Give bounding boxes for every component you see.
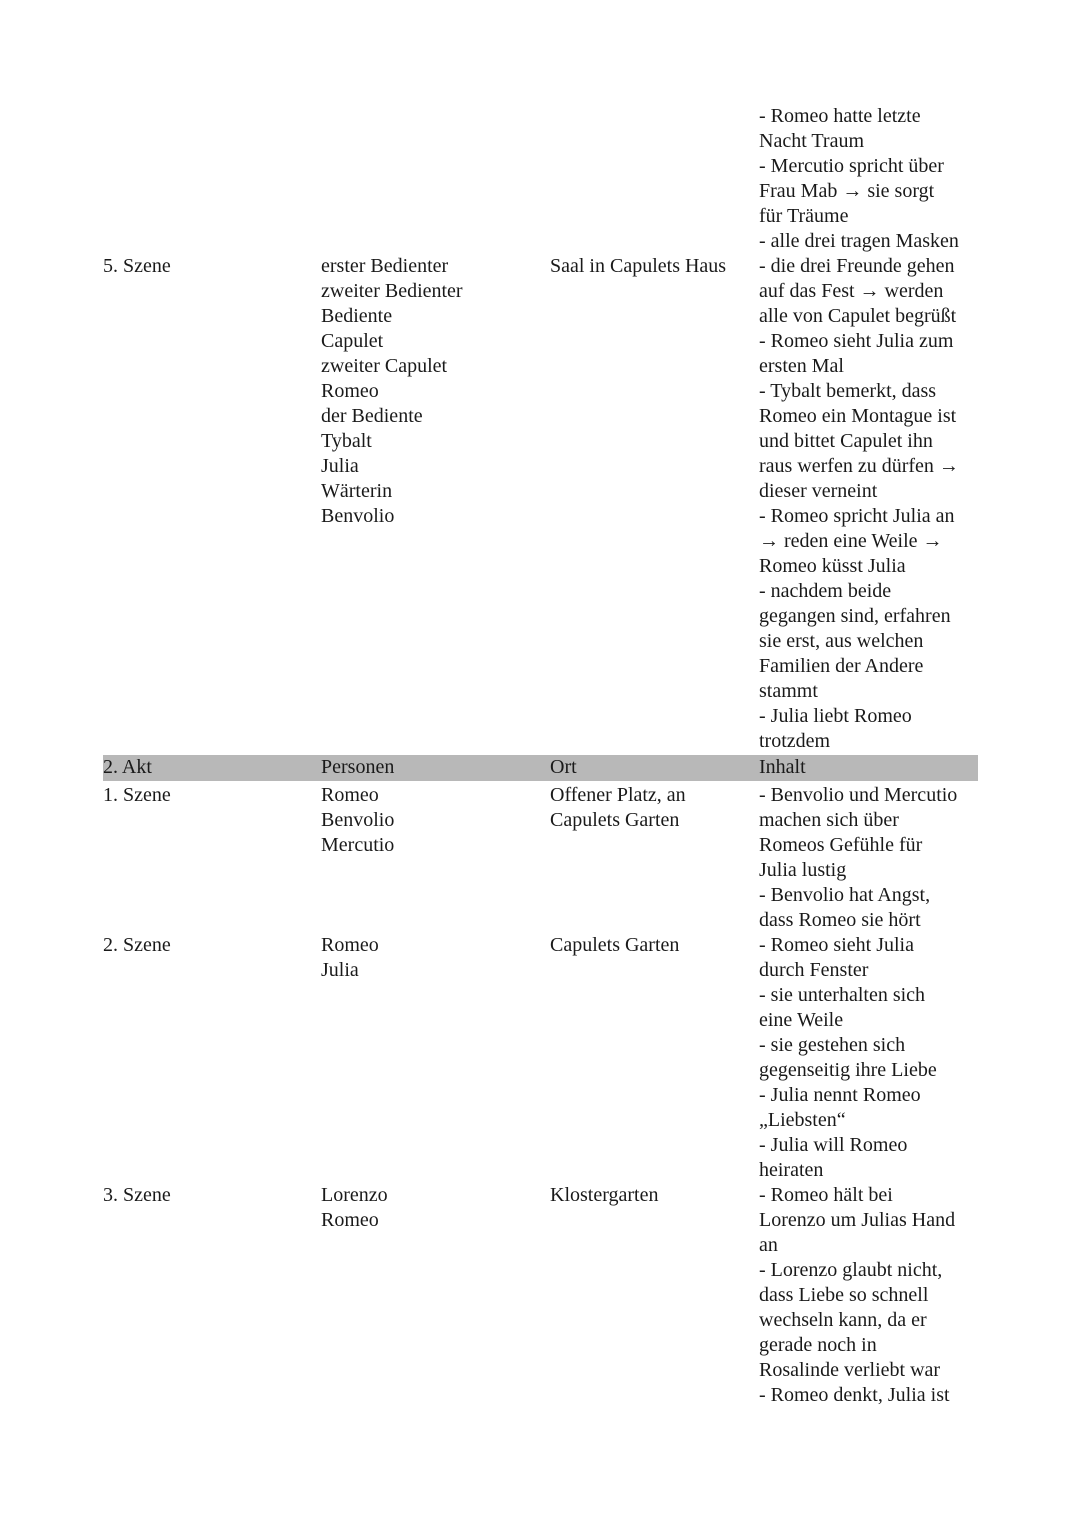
content-line: heiraten	[759, 1159, 824, 1181]
person-name: Romeo	[321, 1209, 379, 1231]
person-name: zweiter Capulet	[321, 355, 448, 377]
person-name: Julia	[321, 959, 359, 981]
content-cell	[759, 933, 981, 1183]
content-line: für Träume	[759, 205, 849, 227]
content-line: - sie unterhalten sich	[759, 984, 926, 1006]
content-line: an	[759, 1234, 778, 1256]
person-name: Lorenzo	[321, 1184, 388, 1206]
content-line: - Benvolio und Mercutio	[759, 784, 958, 806]
place-cell: Saal in Capulets Haus	[550, 255, 727, 277]
content-line: → reden eine Weile →	[759, 530, 943, 552]
content-cell	[759, 104, 981, 254]
content-line: Lorenzo um Julias Hand	[759, 1209, 956, 1231]
person-name: Tybalt	[321, 430, 372, 452]
content-line: - nachdem beide	[759, 580, 892, 602]
place-cell: Capulets Garten	[550, 934, 680, 956]
content-line: - Romeo hält bei	[759, 1184, 893, 1206]
content-line: dass Romeo sie hört	[759, 909, 921, 931]
content-line: durch Fenster	[759, 959, 869, 981]
person-name: Romeo	[321, 380, 379, 402]
person-name: Julia	[321, 455, 359, 477]
persons-cell	[321, 783, 394, 858]
content-line: eine Weile	[759, 1009, 844, 1031]
content-line: auf das Fest → werden	[759, 280, 944, 302]
content-line: „Liebsten“	[759, 1109, 846, 1131]
content-line: gerade noch in	[759, 1334, 877, 1356]
person-name: Wärterin	[321, 480, 393, 502]
scene-label: 2. Szene	[103, 934, 171, 956]
person-name: Bediente	[321, 305, 393, 327]
content-line: dieser verneint	[759, 480, 878, 502]
person-name: Mercutio	[321, 834, 395, 856]
scene-label: 3. Szene	[103, 1184, 171, 1206]
person-name: Benvolio	[321, 505, 395, 527]
content-line: raus werfen zu dürfen →	[759, 455, 959, 477]
content-line: Nacht Traum	[759, 130, 864, 152]
content-line: - Romeo denkt, Julia ist	[759, 1384, 950, 1406]
content-line: Rosalinde verliebt war	[759, 1359, 941, 1381]
person-name: der Bediente	[321, 405, 423, 427]
content-line: - sie gestehen sich	[759, 1034, 906, 1056]
scene-label: 5. Szene	[103, 255, 171, 277]
act-header-row	[103, 755, 978, 781]
content-line: alle von Capulet begrüßt	[759, 305, 957, 327]
content-line: - Julia nennt Romeo	[759, 1084, 921, 1106]
content-line: - Benvolio hat Angst,	[759, 884, 931, 906]
person-name: Benvolio	[321, 809, 395, 831]
content-line: - Romeo sieht Julia	[759, 934, 914, 956]
content-line: Familien der Andere	[759, 655, 924, 677]
column-header-place: Ort	[550, 756, 577, 778]
column-header-persons: Personen	[321, 756, 395, 778]
persons-cell	[321, 1183, 388, 1233]
content-line: - Tybalt bemerkt, dass	[759, 380, 937, 402]
content-line: - alle drei tragen Masken	[759, 230, 959, 252]
content-line: machen sich über	[759, 809, 899, 831]
column-header-content: Inhalt	[759, 756, 806, 778]
content-line: - Julia will Romeo	[759, 1134, 908, 1156]
place-cell: Offener Platz, an Capulets Garten	[550, 784, 686, 831]
content-cell	[759, 1183, 981, 1408]
content-line: gegenseitig ihre Liebe	[759, 1059, 937, 1081]
content-line: - Julia liebt Romeo	[759, 705, 912, 727]
content-line: gegangen sind, erfahren	[759, 605, 951, 627]
content-line: - Mercutio spricht über	[759, 155, 944, 177]
person-name: erster Bedienter	[321, 255, 449, 277]
content-cell	[759, 783, 981, 933]
content-line: ersten Mal	[759, 355, 844, 377]
content-line: - die drei Freunde gehen	[759, 255, 955, 277]
content-line: stammt	[759, 680, 818, 702]
person-name: zweiter Bedienter	[321, 280, 463, 302]
content-line: - Romeo hatte letzte	[759, 105, 921, 127]
persons-cell	[321, 254, 463, 529]
content-line: dass Liebe so schnell	[759, 1284, 929, 1306]
content-line: - Lorenzo glaubt nicht,	[759, 1259, 943, 1281]
content-line: - Romeo spricht Julia an	[759, 505, 955, 527]
content-line: und bittet Capulet ihn	[759, 430, 933, 452]
place-cell: Klostergarten	[550, 1184, 659, 1206]
content-line: Frau Mab → sie sorgt	[759, 180, 935, 202]
person-name: Romeo	[321, 934, 379, 956]
content-line: wechseln kann, da er	[759, 1309, 927, 1331]
content-line: sie erst, aus welchen	[759, 630, 924, 652]
content-cell	[759, 254, 981, 754]
act-title: 2. Akt	[103, 756, 152, 778]
scene-label: 1. Szene	[103, 784, 171, 806]
person-name: Romeo	[321, 784, 379, 806]
person-name: Capulet	[321, 330, 384, 352]
content-line: - Romeo sieht Julia zum	[759, 330, 954, 352]
content-line: trotzdem	[759, 730, 831, 752]
content-line: Julia lustig	[759, 859, 847, 881]
content-line: Romeos Gefühle für	[759, 834, 923, 856]
persons-cell	[321, 933, 379, 983]
content-line: Romeo ein Montague ist	[759, 405, 957, 427]
content-line: Romeo küsst Julia	[759, 555, 906, 577]
